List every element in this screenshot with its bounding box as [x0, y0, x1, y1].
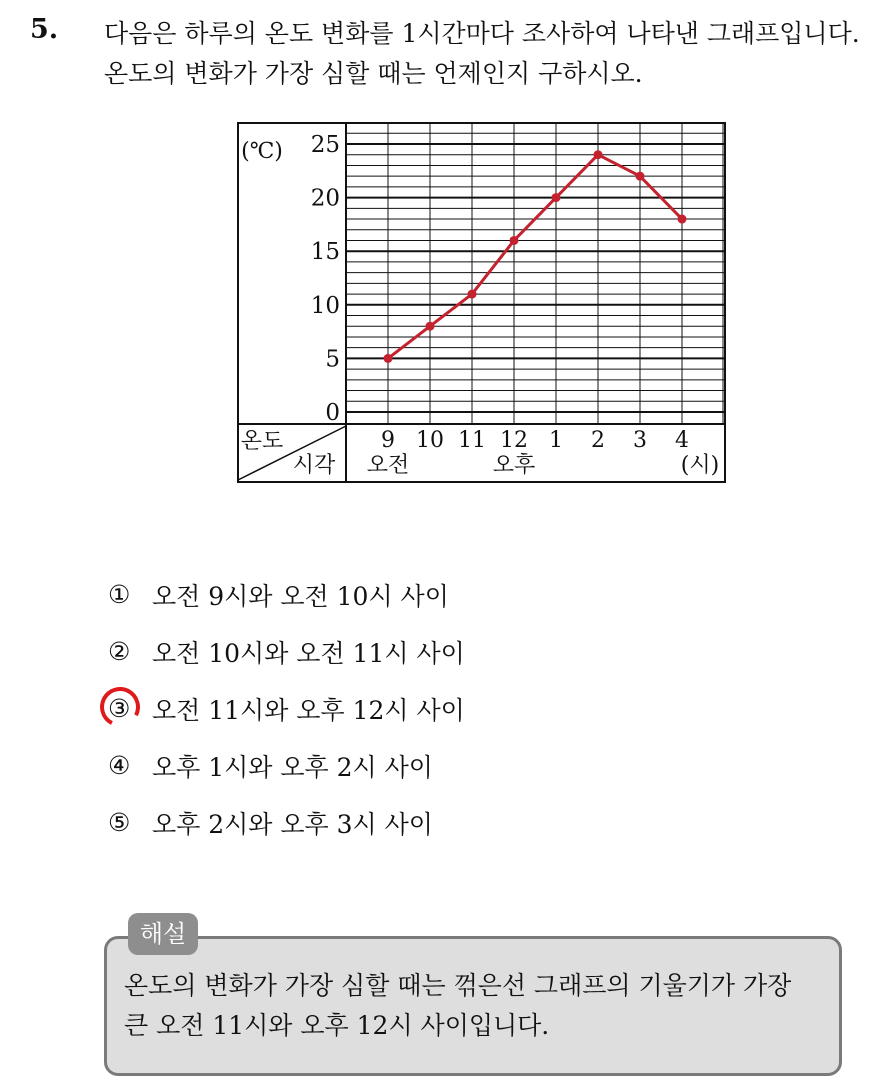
choice-1[interactable] — [108, 566, 465, 623]
choice-number: ③ — [108, 694, 131, 723]
x-tick-label: 10 — [416, 428, 444, 453]
x-tick-label: 9 — [381, 428, 395, 453]
question-line-1: 다음은 하루의 온도 변화를 1시간마다 조사하여 나타낸 그래프입니다. — [104, 19, 860, 48]
choice-5[interactable] — [108, 794, 465, 851]
choice-number: ⑤ — [108, 808, 131, 837]
label-column-background — [239, 124, 345, 423]
corner-label-time: 시각 — [292, 453, 336, 478]
choice-text: 오후 2시와 오후 3시 사이 — [152, 809, 433, 839]
answer-circle-mark — [95, 682, 145, 732]
x-tick-label: 12 — [500, 428, 528, 453]
explanation-line-1: 온도의 변화가 가장 심할 때는 꺾은선 그래프의 기울기가 가장 — [124, 971, 792, 1000]
y-tick-label: 0 — [325, 400, 340, 426]
x-tick-label: 2 — [591, 428, 605, 453]
am-label: 오전 — [366, 453, 410, 478]
data-point — [384, 354, 393, 363]
unit-label: (℃) — [241, 139, 283, 164]
data-point — [594, 150, 603, 159]
question-line-2: 온도의 변화가 가장 심할 때는 언제인지 구하시오. — [104, 59, 643, 88]
x-tick-label: 3 — [633, 428, 647, 453]
explanation-line-2: 큰 오전 11시와 오후 12시 사이입니다. — [124, 1011, 550, 1040]
choice-text: 오전 11시와 오후 12시 사이 — [152, 695, 465, 725]
choice-2[interactable] — [108, 623, 465, 680]
choice-text: 오전 9시와 오전 10시 사이 — [152, 581, 449, 611]
y-tick-label: 10 — [310, 292, 340, 319]
y-tick-label: 25 — [310, 132, 340, 158]
data-point — [636, 172, 645, 181]
answer-choices — [108, 566, 465, 851]
data-point — [552, 193, 561, 202]
explanation-tag: 해설 — [128, 913, 198, 955]
pm-label: 오후 — [492, 453, 536, 478]
choice-4[interactable] — [108, 737, 465, 794]
choice-number: ④ — [108, 751, 131, 780]
data-point — [468, 290, 477, 299]
x-unit-label: (시) — [680, 453, 720, 478]
choice-text: 오후 1시와 오후 2시 사이 — [152, 752, 433, 782]
corner-label-temperature: 온도 — [240, 429, 284, 454]
x-tick-label: 4 — [675, 428, 689, 453]
data-point — [510, 236, 519, 245]
choice-number: ② — [108, 637, 131, 666]
explanation-text — [124, 966, 838, 1046]
temperature-line-chart — [0, 0, 884, 500]
x-tick-label: 1 — [549, 428, 563, 453]
choice-3[interactable] — [108, 680, 465, 737]
y-tick-label: 15 — [310, 239, 340, 266]
y-tick-label: 20 — [310, 185, 340, 212]
data-point — [678, 215, 687, 224]
choice-number: ① — [108, 580, 131, 609]
x-tick-label: 11 — [458, 428, 486, 453]
data-point — [426, 322, 435, 331]
question-number: 5. — [30, 14, 59, 45]
choice-text: 오전 10시와 오전 11시 사이 — [152, 638, 465, 668]
y-tick-label: 5 — [325, 346, 340, 373]
